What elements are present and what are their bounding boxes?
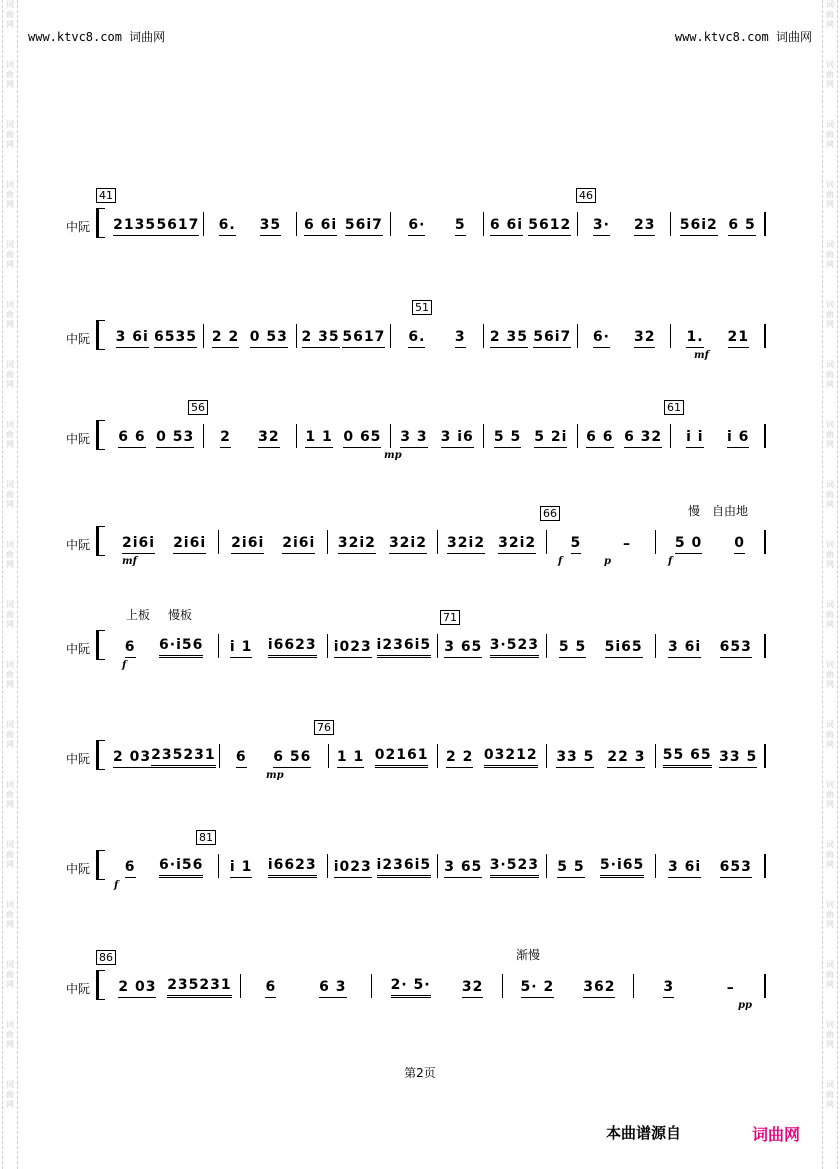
note-group: 2135 (113, 217, 156, 236)
note-group: 56i7 (345, 217, 383, 236)
watermark-text: 词 曲 网 (6, 60, 14, 89)
measure (671, 212, 766, 236)
note-group: – (726, 980, 735, 996)
measure (656, 744, 766, 768)
note-group: 03212 (484, 747, 538, 768)
staff-row (0, 401, 840, 472)
tempo-annotation: 慢 (688, 504, 701, 518)
watermark-text: 词 曲 网 (826, 60, 834, 89)
note-group: 3 (455, 329, 466, 348)
measure-line (110, 320, 766, 348)
watermark-text: 词 曲 网 (6, 300, 14, 329)
measure (438, 854, 547, 878)
note-group: i i (686, 429, 703, 448)
dynamic-mark: f (114, 880, 119, 891)
note-group: 3 6i (116, 329, 149, 348)
watermark-text: 词 曲 网 (6, 720, 14, 749)
dynamic-mark: mf (122, 556, 137, 567)
measure (329, 744, 438, 768)
measure-number: 51 (412, 300, 432, 315)
note-group: – (622, 536, 631, 552)
watermark-text: 词 曲 网 (826, 1080, 834, 1109)
watermark-text: 词 曲 网 (826, 540, 834, 569)
watermark-text: 词 曲 网 (826, 0, 834, 29)
note-group: 5 2i (534, 429, 567, 448)
note-group: i236i5 (377, 857, 432, 878)
watermark-text: 词 曲 网 (826, 960, 834, 989)
measure (578, 424, 672, 448)
staff-bracket (96, 526, 105, 556)
note-group: 32 (258, 429, 279, 448)
note-group: 1 1 (337, 749, 364, 768)
measure (671, 424, 766, 448)
note-group: 6 3 (319, 979, 346, 998)
watermark-text: 词 曲 网 (6, 1080, 14, 1109)
instrument-label: 中阮 (66, 642, 91, 656)
note-group: 362 (583, 979, 615, 998)
watermark-text: 词 曲 网 (6, 420, 14, 449)
note-group: 0 53 (250, 329, 288, 348)
watermark-text: 词 曲 网 (6, 900, 14, 929)
staff-bracket (96, 970, 105, 1000)
note-group: 5 (571, 535, 582, 554)
measure-line (110, 850, 766, 878)
note-group: 3 3 (400, 429, 427, 448)
staff-bracket (96, 420, 105, 450)
note-group: 6 6 (118, 429, 145, 448)
measure (328, 854, 437, 878)
measure (297, 424, 391, 448)
watermark-text: 词 曲 网 (6, 240, 14, 269)
note-group: 32 (462, 979, 483, 998)
note-group: 33 5 (556, 749, 594, 768)
note-group: i6623 (268, 637, 317, 658)
note-group: 2i6i (173, 535, 206, 554)
measure (241, 974, 372, 998)
watermark-text: 词 曲 网 (826, 900, 834, 929)
footer-source-label: 本曲谱源自 (606, 1124, 682, 1142)
measure (220, 744, 329, 768)
note-group: 0 65 (343, 429, 381, 448)
note-group: 3·523 (490, 857, 539, 878)
measure (547, 634, 656, 658)
watermark-text: 词 曲 网 (6, 780, 14, 809)
note-group: 6 (236, 749, 247, 768)
measure (656, 634, 766, 658)
note-group: 56i2 (680, 217, 718, 236)
measure-number: 41 (96, 188, 116, 203)
watermark-text: 词 曲 网 (826, 120, 834, 149)
note-group: 6 (125, 859, 136, 878)
note-group: i236i5 (377, 637, 432, 658)
note-group: 2i6i (282, 535, 315, 554)
measure-number: 56 (188, 400, 208, 415)
note-group: 6 (265, 979, 276, 998)
watermark-text: 词 曲 网 (6, 0, 14, 29)
measure (110, 634, 219, 658)
watermark-text: 词 曲 网 (826, 300, 834, 329)
note-group: 653 (720, 639, 752, 658)
measure (110, 854, 219, 878)
footer-logo[interactable]: 词曲网 (752, 1125, 801, 1144)
note-group: 3 i6 (441, 429, 474, 448)
watermark-text: 词 曲 网 (826, 660, 834, 689)
note-group: 0 53 (156, 429, 194, 448)
instrument-label: 中阮 (66, 332, 91, 346)
note-group: 32i2 (447, 535, 485, 554)
watermark-text: 词 曲 网 (6, 540, 14, 569)
instrument-label: 中阮 (66, 862, 91, 876)
note-group: 5617 (156, 217, 199, 236)
note-group: 6 6i (304, 217, 337, 236)
note-group: 2 35 (490, 329, 528, 348)
note-group: 56i7 (533, 329, 571, 348)
measure-number: 71 (440, 610, 460, 625)
tempo-annotation: 慢板 (168, 608, 193, 622)
note-group: 2 2 (446, 749, 473, 768)
instrument-label: 中阮 (66, 538, 91, 552)
note-group: 3 (663, 979, 674, 998)
watermark-text: 词 曲 网 (6, 840, 14, 869)
measure (391, 324, 485, 348)
measure (438, 744, 547, 768)
measure (547, 530, 656, 554)
note-group: 2i6i (122, 535, 155, 554)
note-group: 6. (408, 329, 425, 348)
note-group: 5 5 (559, 639, 586, 658)
staff-bracket (96, 320, 105, 350)
note-group: 2 2 (212, 329, 239, 348)
note-group: 6535 (154, 329, 197, 348)
watermark-text: 词 曲 网 (826, 840, 834, 869)
note-group: 235231 (167, 977, 231, 998)
measure (656, 530, 766, 554)
note-group: 3 6i (668, 639, 701, 658)
note-group: 6 5 (728, 217, 755, 236)
staff-row (0, 301, 840, 372)
measure-number: 76 (314, 720, 334, 735)
note-group: 2 (220, 429, 231, 448)
watermark-text: 词 曲 网 (826, 1020, 834, 1049)
note-group: 6· (593, 329, 610, 348)
note-group: i023 (334, 639, 372, 658)
note-group: 6· (408, 217, 425, 236)
note-group: 5 (455, 217, 466, 236)
measure-line (110, 526, 766, 554)
note-group: 2i6i (231, 535, 264, 554)
note-group: 32 (634, 329, 655, 348)
measure (438, 530, 547, 554)
note-group: 6. (219, 217, 236, 236)
note-group: 2· 5· (391, 977, 431, 998)
note-group: 6 6 (586, 429, 613, 448)
measure (484, 212, 578, 236)
measure (391, 424, 485, 448)
measure-line (110, 630, 766, 658)
measure-number: 86 (96, 950, 116, 965)
note-group: 3· (593, 217, 610, 236)
note-group: 5i65 (605, 639, 643, 658)
note-group: 6 56 (273, 749, 311, 768)
staff-row (0, 721, 840, 792)
watermark-text: 词 曲 网 (826, 600, 834, 629)
watermark-text: 词 曲 网 (826, 360, 834, 389)
measure (503, 974, 634, 998)
dynamic-mark: p (604, 556, 611, 567)
note-group: 33 5 (719, 749, 757, 768)
measure (547, 854, 656, 878)
watermark-text: 词 曲 网 (6, 120, 14, 149)
measure (110, 212, 204, 236)
measure-number: 61 (664, 400, 684, 415)
measure-number: 66 (540, 506, 560, 521)
note-group: 3 65 (444, 859, 482, 878)
measure-number: 46 (576, 188, 596, 203)
dynamic-mark: mp (384, 450, 402, 461)
measure (110, 530, 219, 554)
page-number: 第2页 (404, 1066, 436, 1080)
measure (656, 854, 766, 878)
note-group: 6·i56 (159, 857, 203, 878)
tempo-annotation: 渐慢 (516, 948, 541, 962)
note-group: 35 (260, 217, 281, 236)
measure (578, 324, 672, 348)
measure (391, 212, 485, 236)
measure (438, 634, 547, 658)
staff-bracket (96, 630, 105, 660)
measure-line (110, 970, 766, 998)
measure (110, 974, 241, 998)
note-group: 3 6i (668, 859, 701, 878)
header-left-url[interactable]: www.ktvc8.com 词曲网 (28, 30, 166, 44)
note-group: 23 (634, 217, 655, 236)
tempo-annotation: 上板 (126, 608, 151, 622)
measure (204, 424, 298, 448)
note-group: i6623 (268, 857, 317, 878)
watermark-text: 词 曲 网 (826, 780, 834, 809)
note-group: 5 5 (557, 859, 584, 878)
dynamic-mark: mp (266, 770, 284, 781)
note-group: 2 03 (113, 749, 151, 768)
staff-bracket (96, 740, 105, 770)
measure (219, 530, 328, 554)
measure (204, 212, 298, 236)
staff-bracket (96, 850, 105, 880)
measure (547, 744, 656, 768)
watermark-text: 词 曲 网 (6, 960, 14, 989)
note-group: 6 6i (490, 217, 523, 236)
measure (110, 424, 204, 448)
staff-row (0, 831, 840, 902)
watermark-text: 词 曲 网 (6, 360, 14, 389)
instrument-label: 中阮 (66, 982, 91, 996)
note-group: 32i2 (498, 535, 536, 554)
note-group: i023 (334, 859, 372, 878)
note-group: 2 03 (118, 979, 156, 998)
dynamic-mark: f (122, 660, 127, 671)
note-group: 22 3 (607, 749, 645, 768)
note-group: 6 32 (624, 429, 662, 448)
watermark-text: 词 曲 网 (826, 240, 834, 269)
note-group: 5 5 (494, 429, 521, 448)
tempo-annotation: 自由地 (712, 504, 749, 518)
note-group: 6·i56 (159, 637, 203, 658)
note-group: 235231 (151, 747, 215, 768)
measure-number: 81 (196, 830, 216, 845)
note-group: 32i2 (338, 535, 376, 554)
measure (328, 634, 437, 658)
staff-row (0, 504, 840, 578)
measure-line (110, 740, 766, 768)
note-group: 32i2 (389, 535, 427, 554)
measure (484, 424, 578, 448)
note-group: 653 (720, 859, 752, 878)
measure (578, 212, 672, 236)
watermark-text: 词 曲 网 (6, 480, 14, 509)
measure (297, 212, 391, 236)
note-group: i 1 (230, 639, 252, 658)
note-group: 5 0 (675, 535, 702, 554)
dynamic-mark: f (558, 556, 563, 567)
note-group: 55 65 (663, 747, 712, 768)
measure (372, 974, 503, 998)
note-group: 3 65 (444, 639, 482, 658)
note-group: 3·523 (490, 637, 539, 658)
header-right-url[interactable]: www.ktvc8.com 词曲网 (674, 30, 812, 44)
note-group: 0 (734, 535, 745, 554)
instrument-label: 中阮 (66, 220, 91, 234)
staff-bracket (96, 208, 105, 238)
measure (671, 324, 766, 348)
instrument-label: 中阮 (66, 432, 91, 446)
instrument-label: 中阮 (66, 752, 91, 766)
watermark-text: 词 曲 网 (6, 600, 14, 629)
measure-line (110, 208, 766, 236)
measure (297, 324, 391, 348)
note-group: 21 (728, 329, 749, 348)
watermark-text: 词 曲 网 (826, 420, 834, 449)
note-group: 1. (686, 329, 703, 348)
note-group: 5· 2 (521, 979, 555, 998)
watermark-text: 词 曲 网 (6, 660, 14, 689)
measure (110, 324, 204, 348)
measure (219, 854, 328, 878)
note-group: 02161 (375, 747, 429, 768)
dynamic-mark: pp (738, 1000, 752, 1011)
watermark-text: 词 曲 网 (826, 480, 834, 509)
measure (204, 324, 298, 348)
measure (328, 530, 437, 554)
staff-row (0, 948, 840, 1022)
measure (484, 324, 578, 348)
note-group: 2 35 (302, 329, 340, 348)
watermark-text: 词 曲 网 (6, 1020, 14, 1049)
watermark-text: 词 曲 网 (826, 720, 834, 749)
measure (110, 744, 220, 768)
measure (634, 974, 766, 998)
measure-line (110, 420, 766, 448)
watermark-text: 词 曲 网 (826, 180, 834, 209)
note-group: i 1 (230, 859, 252, 878)
note-group: i 6 (727, 429, 749, 448)
watermark-text: 词 曲 网 (6, 180, 14, 209)
dynamic-mark: mf (694, 350, 709, 361)
dynamic-mark: f (668, 556, 673, 567)
note-group: 5612 (528, 217, 571, 236)
measure (219, 634, 328, 658)
note-group: 1 1 (305, 429, 332, 448)
note-group: 6 (125, 639, 136, 658)
note-group: 5·i65 (600, 857, 644, 878)
note-group: 5617 (342, 329, 385, 348)
